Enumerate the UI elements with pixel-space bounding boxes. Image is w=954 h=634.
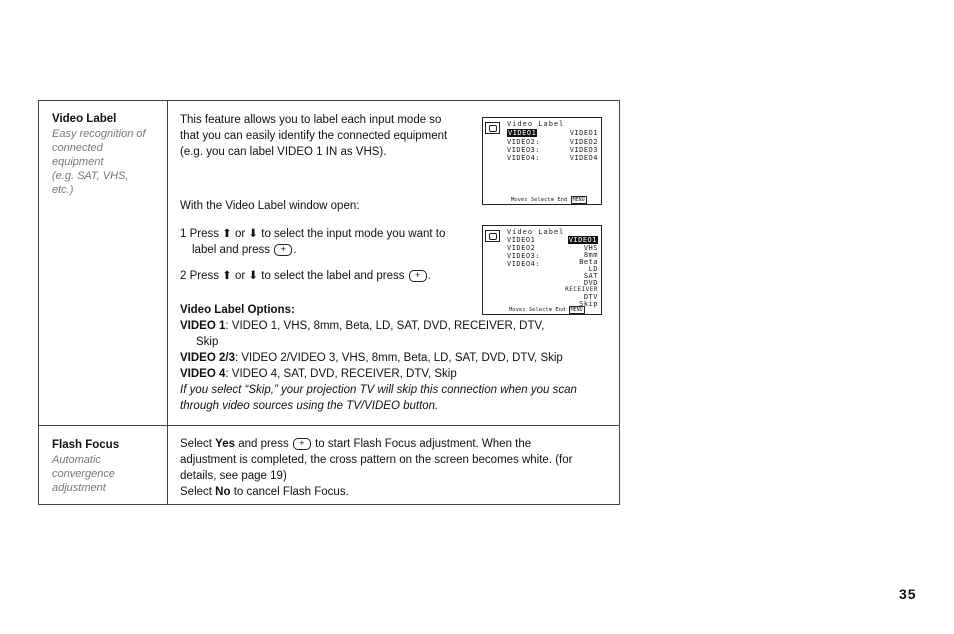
step-2-text: 2 Press ⬆ or ⬇ to select the label and press [180, 270, 405, 282]
osd2-left-3: VIDEO3: [507, 252, 541, 260]
osd2-title: Video Label [507, 228, 565, 236]
osd1-right-2: VIDEO2 [569, 138, 598, 146]
osd2-right-3: 8mm [583, 251, 598, 259]
step-1-line-1: 1 Press ⬆ or ⬇ to select the input mode you want to [180, 228, 446, 240]
osd2-right-7: DVD [583, 279, 598, 287]
ff-yes: Yes [215, 438, 235, 450]
ff-l1a: Select [180, 438, 216, 450]
intro-line-3: (e.g. you can label VIDEO 1 IN as VHS). [180, 146, 387, 158]
option-video1-label: VIDEO 1 [180, 320, 226, 332]
osd2-right-4: Beta [579, 258, 598, 266]
osd1-right-1: VIDEO1 [569, 129, 598, 137]
osd2-menu-key: MENU [570, 307, 583, 313]
step-1-line-2-text: label and press [192, 244, 270, 256]
flash-focus-heading [52, 438, 164, 495]
step-2: 2 Press ⬆ or ⬇ to select the label and press + . [180, 269, 431, 282]
intro-line-1: This feature allows you to label each input mode so [180, 114, 442, 126]
osd1-menu-key: MENU [572, 197, 585, 203]
flash-focus-body [180, 436, 572, 500]
flash-focus-subtitle-1: Automatic [52, 454, 101, 466]
row-divider [38, 425, 620, 426]
osd2-right-8: RECEIVER [565, 286, 598, 293]
osd1-left-2: VIDEO2: [507, 138, 541, 146]
ff-l1c: and press [235, 438, 289, 450]
skip-note-line-1: If you select “Skip,” your projection TV will skip this connection when you scan [180, 384, 577, 396]
option-video1-values-cont: Skip [196, 336, 219, 348]
video-label-osd-screen-1 [482, 117, 602, 205]
option-video1 [180, 318, 577, 334]
option-video1-values: : VIDEO 1, VHS, 8mm, Beta, LD, SAT, DVD, RECEIVER, DTV, [225, 320, 545, 332]
window-open-text: With the Video Label window open: [180, 200, 360, 212]
intro-line-2: that you can easily identify the connected equipment [180, 130, 448, 142]
select-button-icon: + [293, 438, 311, 450]
osd2-footer [509, 307, 585, 313]
osd1-footer [511, 197, 587, 203]
osd1-left-1: VIDEO1 [508, 129, 537, 137]
tv-icon [485, 122, 500, 134]
step-1 [180, 226, 445, 258]
select-button-icon: + [274, 244, 292, 256]
video-label-subtitle-2: connected [52, 142, 103, 154]
osd2-right-5: LD [588, 265, 598, 273]
flash-focus-subtitle-2: convergence [52, 468, 115, 480]
option-video4-values: : VIDEO 4, SAT, DVD, RECEIVER, DTV, Skip [225, 368, 457, 380]
video-label-osd-screen-2 [482, 225, 602, 315]
option-video4 [180, 366, 577, 382]
ff-l4a: Select [180, 486, 216, 498]
osd2-left-4: VIDEO4: [507, 260, 541, 268]
option-video23-values: : VIDEO 2/VIDEO 3, VHS, 8mm, Beta, LD, SAT, DVD, DTV, Skip [234, 352, 563, 364]
option-video4-label: VIDEO 4 [180, 368, 226, 380]
column-divider [167, 100, 168, 505]
osd2-left-1: VIDEO1 [507, 236, 536, 244]
video-label-subtitle-5: etc.) [52, 184, 74, 196]
video-label-intro [180, 112, 447, 160]
osd2-right-6: SAT [583, 272, 598, 280]
video-label-title: Video Label [52, 113, 117, 125]
options-heading: Video Label Options: [180, 304, 295, 316]
video-label-subtitle-1: Easy recognition of [52, 128, 146, 140]
osd2-left-2: VIDEO2 [507, 244, 536, 252]
option-video23-label: VIDEO 2/3 [180, 352, 235, 364]
flash-focus-line-4 [180, 484, 572, 500]
osd2-right-10: Skip [579, 300, 598, 308]
osd1-left-3: VIDEO3: [507, 146, 541, 154]
flash-focus-title: Flash Focus [52, 439, 120, 451]
ff-l4c: to cancel Flash Focus. [230, 486, 349, 498]
flash-focus-subtitle-3: adjustment [52, 482, 106, 494]
video-label-subtitle-4: (e.g. SAT, VHS, [52, 170, 129, 182]
tv-icon [485, 230, 500, 242]
video-label-options [180, 302, 577, 414]
osd2-right-1: VIDEO1 [568, 236, 597, 244]
skip-note-line-2: through video sources using the TV/VIDEO button. [180, 400, 439, 412]
osd1-left-4: VIDEO4: [507, 154, 541, 162]
osd1-title: Video Label [507, 120, 565, 128]
ff-no: No [215, 486, 231, 498]
video-label-heading [52, 112, 164, 197]
osd1-right-4: VIDEO4 [569, 154, 598, 162]
osd2-right-2: VHS [583, 244, 598, 252]
osd1-footer-text: Move↕ Select⊕ End [511, 197, 568, 203]
osd2-right-9: DTV [583, 293, 598, 301]
osd2-footer-text: Move↕ Select⊕ End [509, 307, 566, 313]
flash-focus-line-2: adjustment is completed, the cross pattern on the screen becomes white. (for [180, 454, 573, 466]
flash-focus-line-1 [180, 436, 572, 452]
video-label-subtitle-3: equipment [52, 156, 104, 168]
select-button-icon: + [409, 270, 427, 282]
ff-l1d: to start Flash Focus adjustment. When the [311, 438, 532, 450]
page-number: 35 [899, 586, 917, 602]
step-1-line-2: label and press + . [192, 243, 297, 256]
flash-focus-line-3: details, see page 19) [180, 470, 287, 482]
option-video23 [180, 350, 577, 366]
osd1-right-3: VIDEO3 [569, 146, 598, 154]
